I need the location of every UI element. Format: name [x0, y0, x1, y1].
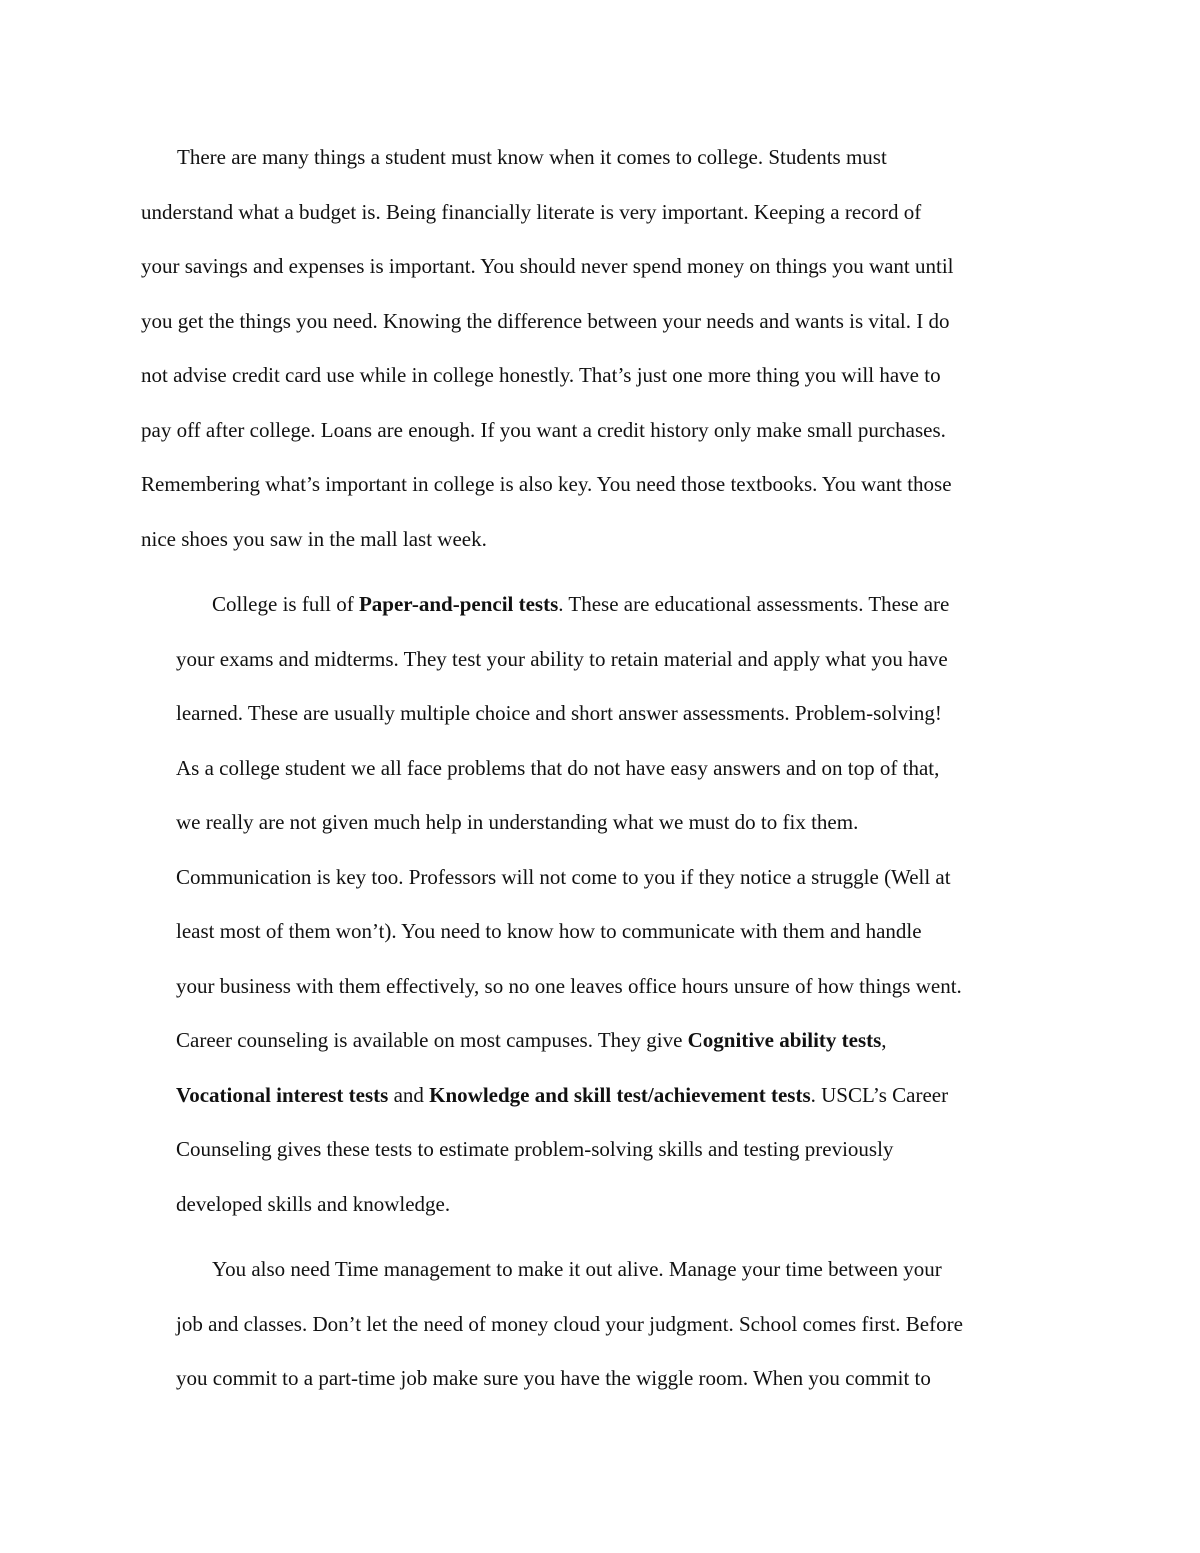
text-line: your exams and midterms. They test your ability to retain material and apply what you have: [176, 646, 948, 671]
text-line: learned. These are usually multiple choice and short answer assessments. Problem-solving!: [176, 701, 942, 725]
bold-term: Paper-and-pencil tests: [358, 592, 559, 616]
text-run: Career counseling is available on most campuses. They give: [176, 1028, 688, 1052]
text-run: and: [388, 1082, 430, 1107]
paragraph-tests: [176, 577, 1076, 1231]
text-line: [176, 1068, 1076, 1123]
text-line: we really are not given much help in understanding what we must do to fix them.: [176, 810, 859, 834]
paragraph-budget: [141, 130, 1071, 566]
text-run: ,: [881, 1028, 887, 1052]
text-line: There are many things a student must know when it comes to college. Students must: [177, 145, 887, 169]
text-line: your savings and expenses is important. You should never spend money on things you want until: [141, 254, 954, 278]
text-run: . USCL’s Career: [810, 1082, 949, 1107]
text-line: not advise credit card use while in college honestly. That’s just one more thing you will have to: [141, 363, 941, 387]
text-line: nice shoes you saw in the mall last week.: [141, 526, 487, 551]
text-line: your business with them effectively, so no one leaves office hours unsure of how things went.: [176, 973, 962, 998]
text-line: developed skills and knowledge.: [176, 1191, 451, 1216]
text-line: Communication is key too. Professors will not come to you if they notice a struggle (Well at: [176, 864, 951, 889]
bold-term: Knowledge and skill test/achievement tests: [429, 1082, 811, 1107]
text-line: [176, 577, 1076, 632]
text-line: job and classes. Don’t let the need of money cloud your judgment. School comes first. Before: [176, 1311, 963, 1336]
text-line: least most of them won’t). You need to know how to communicate with them and handle: [176, 919, 922, 943]
text-run: College is full of: [212, 592, 359, 616]
text-line: understand what a budget is. Being financially literate is very important. Keeping a record of: [141, 199, 922, 224]
text-line: [176, 1013, 1076, 1068]
bold-term: Cognitive ability tests: [687, 1028, 882, 1052]
text-line: As a college student we all face problems that do not have easy answers and on top of that,: [176, 755, 940, 780]
bold-term: Vocational interest tests: [176, 1082, 389, 1107]
text-line: Remembering what’s important in college is also key. You need those textbooks. You want those: [141, 472, 952, 496]
paragraph-time-management: [176, 1242, 1076, 1406]
text-line: you commit to a part-time job make sure you have the wiggle room. When you commit to: [176, 1366, 931, 1390]
text-line: you get the things you need. Knowing the difference between your needs and wants is vital. I do: [141, 308, 950, 333]
text-line: You also need Time management to make it out alive. Manage your time between your: [212, 1257, 942, 1281]
text-line: Counseling gives these tests to estimate problem-solving skills and testing previously: [176, 1137, 894, 1161]
text-line: pay off after college. Loans are enough. If you want a credit history only make small purchases.: [141, 417, 946, 442]
text-run: . These are educational assessments. These are: [558, 592, 950, 616]
